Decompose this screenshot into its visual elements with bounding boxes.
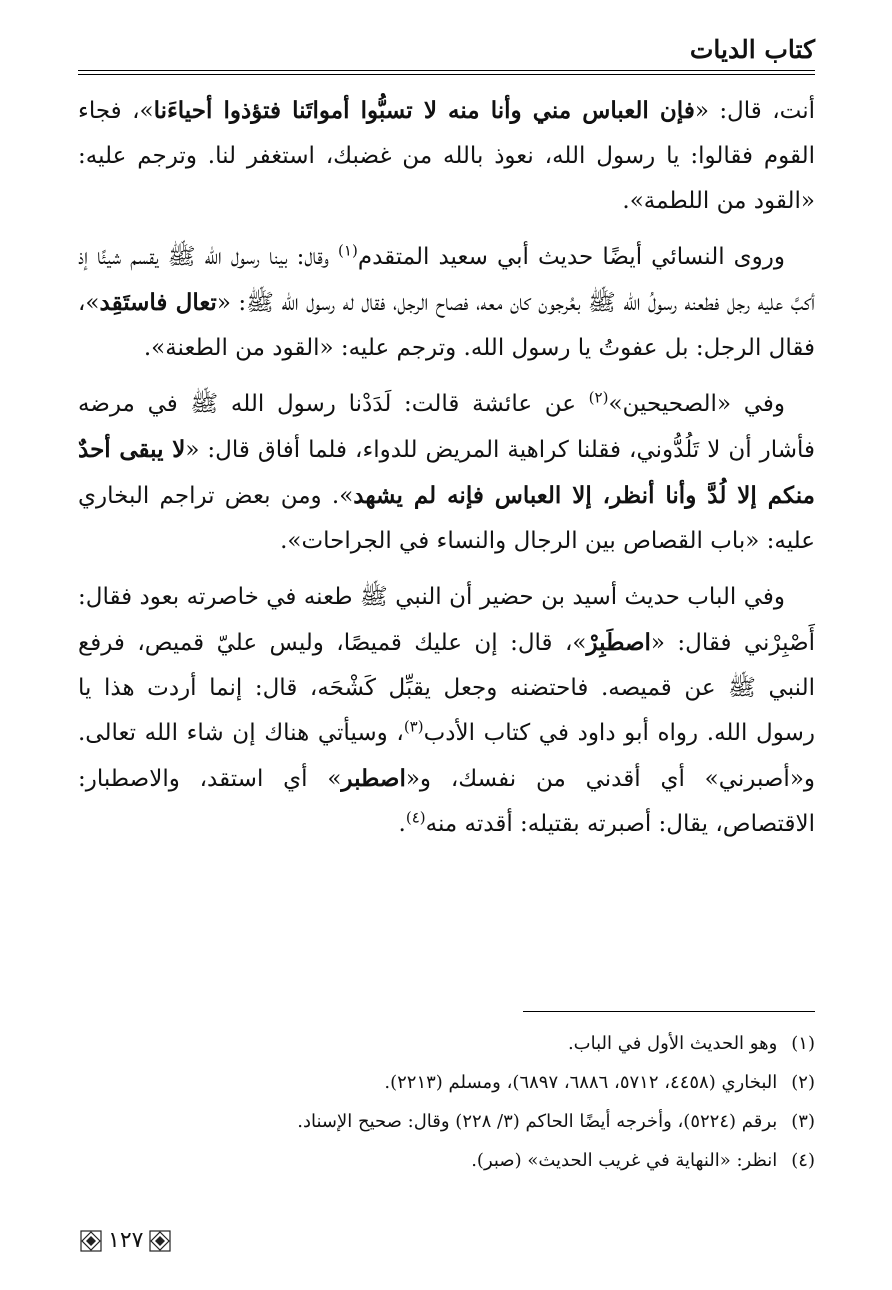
- footnote: [78, 1063, 815, 1102]
- paragraph: [78, 575, 815, 847]
- footnote: [78, 1024, 815, 1063]
- text-run: ، وسيأتي هناك إن شاء الله تعالى. و«أصبرني» أي أقدني من نفسك، و«: [78, 720, 816, 792]
- text-run: وروى النسائي أيضًا حديث أبي سعيد المتقدم: [357, 244, 786, 270]
- text-run: »، فقال الرجل: بل عفوتُ يا رسول الله. وترجم عليه: «القود من الطعنة».: [78, 290, 815, 361]
- footnote-reference: (١): [338, 241, 358, 260]
- running-header: كتاب الديات: [689, 35, 815, 64]
- text-run: عن عائشة قالت: لَدَدْنا رسول الله ﷺ في مرضه فأشار أن لا تَلُدُّوني، فقلنا كراهية المريض للدواء، فلما أفاق قال: «: [78, 391, 815, 463]
- text-run: ». ومن بعض تراجم البخاري عليه: «باب القصاص بين الرجال والنساء في الجراحات».: [78, 483, 815, 554]
- text-run: وفي «الصحيحين»: [608, 391, 785, 417]
- paragraph: [78, 382, 815, 564]
- body-text: [78, 88, 815, 858]
- text-run: وفي الباب حديث أسيد بن حضير أن النبي ﷺ طعنه في خاصرته بعود فقال: أَصْبِرْني فقال: «: [78, 584, 815, 656]
- footnote: [78, 1141, 815, 1180]
- text-run: » أي استقد، والاصطبار: الاقتصاص، يقال: أصبرته بقتيله: أقدته منه: [78, 766, 815, 837]
- diamond-ornament-icon: [80, 1230, 102, 1252]
- text-run: »، فجاء القوم فقالوا: يا رسول الله، نعوذ بالله من غضبك، استغفر لنا. وترجم عليه: «القود من اللطمة».: [78, 98, 815, 214]
- diamond-ornament-icon: [149, 1230, 171, 1252]
- text-run: .: [398, 811, 406, 837]
- footnote-text: برقم (٥٢٢٤)، وأخرجه أيضًا الحاكم (٣/ ٢٢٨) وقال: صحيح الإسناد.: [297, 1111, 778, 1132]
- header-rule-secondary: [78, 74, 815, 75]
- footnote-number: (٤): [791, 1150, 815, 1171]
- footnote-text: انظر: «النهاية في غريب الحديث» (صبر).: [471, 1150, 778, 1171]
- page-number: ١٢٧: [108, 1228, 144, 1253]
- footnote-separator: [523, 1011, 815, 1012]
- paragraph: [78, 235, 815, 371]
- hadith-text: اصطَبِرْ: [586, 629, 651, 656]
- footnote-number: (٣): [791, 1111, 815, 1132]
- footnote-text: وهو الحديث الأول في الباب.: [567, 1033, 778, 1054]
- footnotes: [78, 1024, 815, 1180]
- footnote-text: البخاري (٤٤٥٨، ٥٧١٢، ٦٨٨٦، ٦٨٩٧)، ومسلم (٢٢١٣).: [384, 1072, 778, 1093]
- footnote-reference: (٣): [403, 717, 424, 736]
- footnote-reference: (٤): [405, 808, 426, 827]
- hadith-text: اصطبر: [341, 765, 406, 792]
- text-run: »، قال: إن عليك قميصًا، وليس عليّ قميص، فرفع النبي ﷺ عن قميصه. فاحتضنه وجعل يقبِّل كَشْحَه، قال: إنما أردت هذا يا رسول الله. رواه أبو داود في كتاب الأدب: [78, 630, 816, 746]
- header-rule: [78, 70, 815, 71]
- footnote: [78, 1102, 815, 1141]
- footnote-number: (٢): [791, 1072, 815, 1093]
- page-folio: [80, 1228, 171, 1254]
- footnote-number: (١): [791, 1033, 815, 1054]
- hadith-text: تعال فاستَقِد: [99, 289, 217, 316]
- footnote-reference: (٢): [588, 388, 609, 407]
- hadith-text: لا يبقى أحدٌ منكم إلا لُدَّ وأنا أنظر، إلا العباس فإنه لم يشهد: [78, 436, 815, 509]
- text-run: أنت، قال: «: [694, 98, 815, 124]
- hadith-text: فإن العباس مني وأنا منه لا تسبُّوا أمواتَنا فتؤذوا أحياءَنا: [153, 97, 695, 124]
- paragraph: [78, 88, 815, 224]
- text-run: وقال: بينا رسول الله ﷺ يقسم شيئًا إذ أكبَّ عليه رجل فطعنه رسولُ الله ﷺ بعُرجون كان معه، فصاح الرجل، فقال له رسول الله ﷺ: «: [78, 244, 815, 316]
